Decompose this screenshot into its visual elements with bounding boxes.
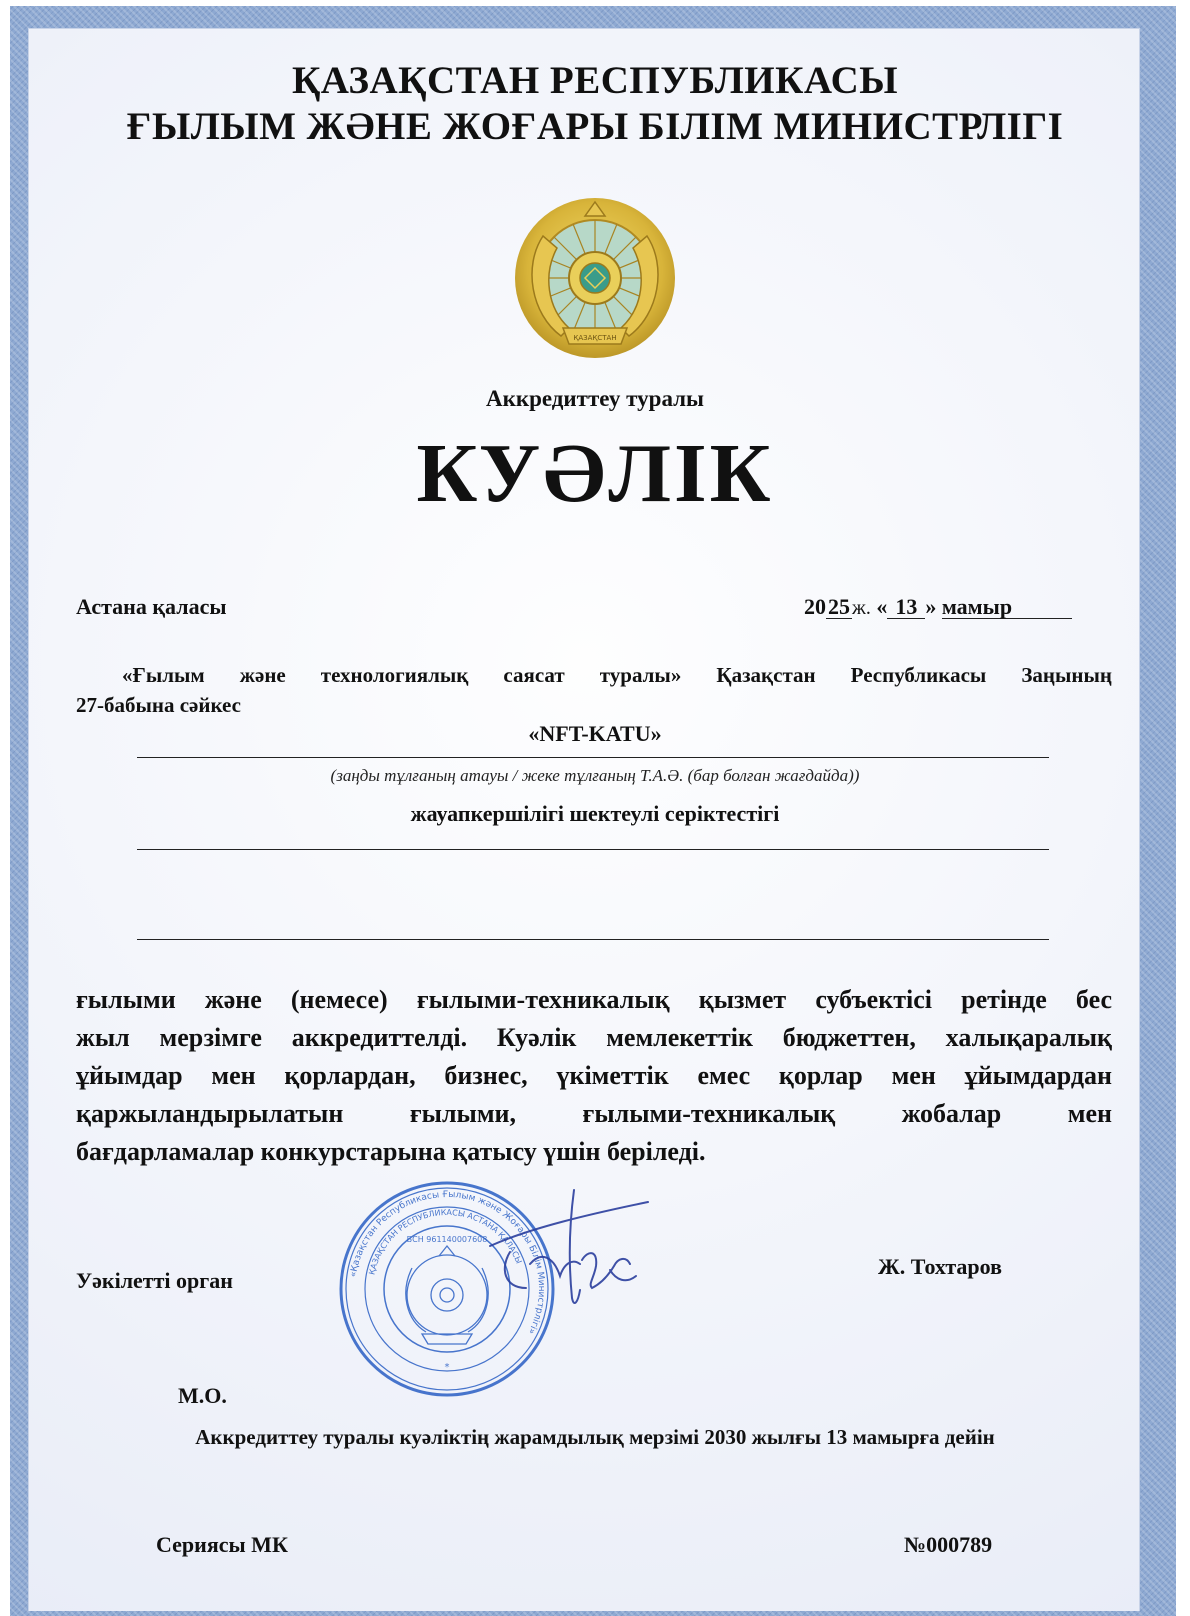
emblem-ribbon-text: ҚАЗАҚСТАН [573,334,617,342]
validity-note: Аккредиттеу туралы куәліктің жарамдылық мерзімі 2030 жылғы 13 мамырға дейін [195,1425,995,1449]
accreditation-line: ұйымдар мен қорлардан, бизнес, үкіметтік емес қорлар мен ұйымдардан [76,1061,1112,1090]
stamp-bin-text: БСН 961140007608 [406,1235,488,1244]
day-close-quote: » [925,594,937,619]
year-suffix: 25 [828,594,850,619]
day-open-quote: « [876,594,888,619]
issue-city: Астана қаласы [76,594,227,619]
svg-text:*: * [444,1362,450,1373]
certificate-number: №000789 [904,1532,993,1557]
accreditation-line: ғылыми және (немесе) ғылыми-техникалық қызмет субъектісі ретінде бес [76,985,1112,1014]
issue-date [804,594,1072,620]
stamp-outer-text: «Қазақстан Республикасы Ғылым және Жоғары Білім Министрлігі» [348,1189,547,1336]
entity-caption: (заңды тұлғаның атауы / жеке тұлғаның Т.А.Ә. (бар болған жағдайда)) [330,766,860,785]
legal-basis-line1: «Ғылым және технологиялық саясат туралы» Қазақстан Республикасы Заңының [122,663,1112,687]
entity-name-underline [137,757,1049,758]
certificate-title: КУӘЛІК [416,427,774,520]
handwritten-signature-icon [470,1180,660,1320]
certificate-subtitle: Аккредиттеу туралы [485,386,705,411]
year-unit: ж. [852,597,871,619]
blank-line-1 [137,849,1049,850]
stamp-inner-text: ҚАЗАҚСТАН РЕСПУБЛИКАСЫ АСТАНА ҚАЛАСЫ [367,1207,524,1276]
ministry-title-line1: ҚАЗАҚСТАН РЕСПУБЛИКАСЫ [291,59,899,102]
issue-month: мамыр [942,596,1072,619]
seal-place-label: М.О. [178,1383,227,1408]
accreditation-line: жыл мерзімге аккредиттелді. Куәлік мемлекеттік бюджеттен, халықаралық [76,1023,1112,1052]
year-prefix: 20 [804,594,826,619]
series-label: Сериясы МК [156,1532,288,1557]
entity-type: жауапкершілігі шектеулі серіктестігі [410,801,780,826]
ministry-title-line2: ҒЫЛЫМ ЖӘНЕ ЖОҒАРЫ БІЛІМ МИНИСТРЛІГІ [126,105,1064,148]
legal-basis-line2: 27-бабына сәйкес [76,693,241,717]
accreditation-line: қаржыландырылатын ғылыми, ғылыми-техникалық жобалар мен [76,1099,1112,1128]
state-emblem-icon [513,196,677,360]
signer-name: Ж. Тохтаров [878,1254,1002,1279]
authority-label: Уәкілетті орган [76,1268,233,1293]
blank-line-2 [137,939,1049,940]
legal-basis [76,660,1112,720]
issue-day: 13 [887,596,925,619]
entity-name: «NFT-KATU» [528,721,662,746]
accreditation-line: бағдарламалар конкурстарына қатысу үшін беріледі. [76,1137,706,1166]
accreditation-text [76,981,1112,1171]
